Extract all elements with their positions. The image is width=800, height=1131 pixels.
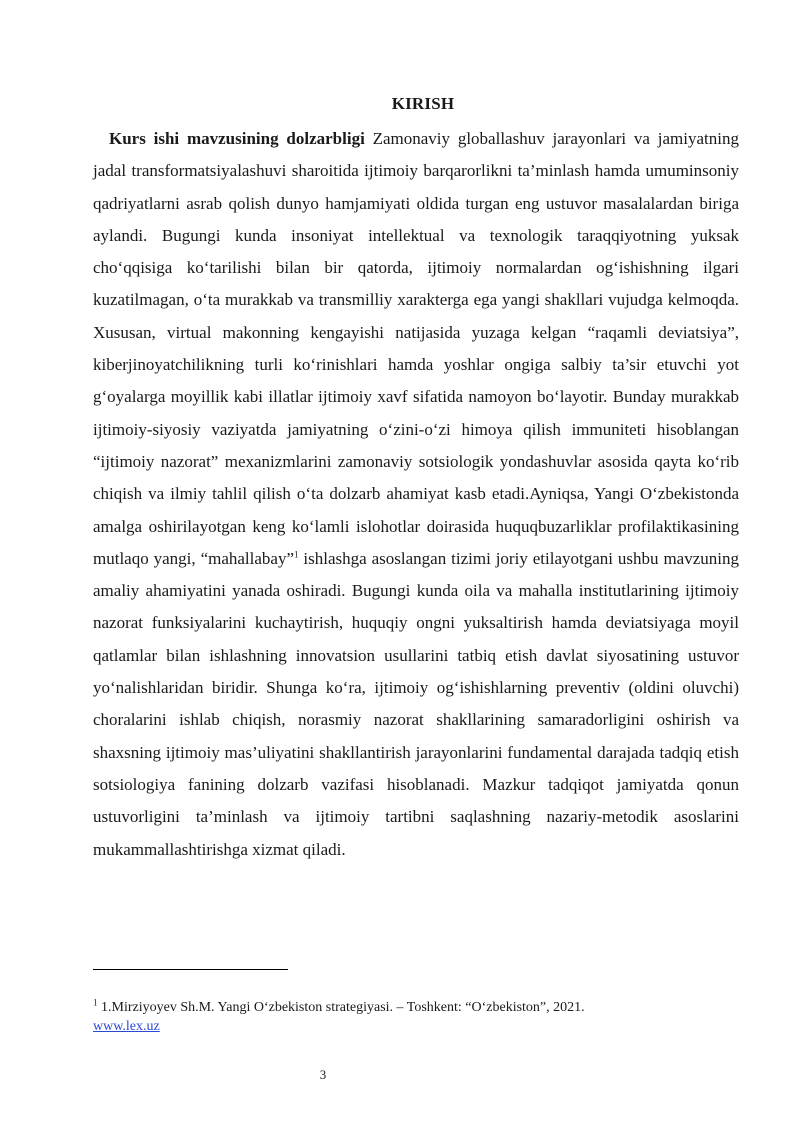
page-number: 3 [319,1067,327,1082]
footnote-text: 1.Mirziyoyev Sh.M. Yangi O‘zbekiston strategiyasi. – Toshkent: “O‘zbekiston”, 2021. [97,1000,585,1015]
paragraph-text-part-2: ishlashga asoslangan tizimi joriy etilayotgani ushbu mavzuning amaliy ahamiyatini yanada oshiradi. Bugungi kunda oila va mahalla institutlarining ijtimoiy nazorat funksiyalarini kuchaytirish, huquqiy ongni yuksaltirish hamda deviatsiyaga moyil qatlamlar bilan ishlashning innovatsion usullarini tatbiq etish davlat siyosatining ustuvor yo‘nalishlaridan biridir. Shunga ko‘ra, ijtimoiy og‘ishishlarning preventiv (oldini oluvchi) choralarini ishlab chiqish, norasmiy nazorat shakllarining samaradorligini oshirish va shaxsning ijtimoiy mas’uliyatini shakllantirish jarayonlarini fundamental darajada tadqiq etish sotsiologiya fanining dolzarb vazifasi hisoblanadi. Mazkur tadqiqot jamiyatda qonun ustuvorligini ta’minlash va ijtimoiy tartibni saqlashning nazariy-metodik asoslarini mukammallashtirishga xizmat qiladi. [93,548,739,859]
section-heading: KIRISH [391,94,455,113]
footnote-link[interactable]: www.lex.uz [93,1019,160,1034]
footnote-separator [93,969,288,970]
footnote-reference[interactable]: 1 [294,549,299,560]
paragraph-text-part-1: Zamonaviy globallashuv jarayonlari va jamiyatning jadal transformatsiyalashuvi sharoitida ijtimoiy barqarorlikni ta’minlash hamda umuminsoniy qadriyatlarni asrab qolish dunyo hamjamiyati oldida turgan eng ustuvor masalalardan biriga aylandi. Bugungi kunda insoniyat intellektual va texnologik taraqqiyotning yuksak cho‘qqisiga ko‘tarilishi bilan bir qatorda, ijtimoiy normalardan og‘ishishning ilgari kuzatilmagan, o‘ta murakkab va transmilliy xarakterga ega yangi shakllari vujudga kelmoqda. Xususan, virtual makonning kengayishi natijasida yuzaga kelgan “raqamli deviatsiya”, kiberjinoyatchilikning turli ko‘rinishlari hamda yoshlar ongiga salbiy ta’sir etuvchi yot g‘oyalarga moyillik kabi illatlar ijtimoiy xavf sifatida namoyon bo‘layotir. Bunday murakkab ijtimoiy-siyosiy vaziyatda jamiyatning o‘zini-o‘zi himoya qilish immuniteti hisoblangan “ijtimoiy nazorat” mexanizmlarini zamonaviy sotsiologik yondashuvlar asosida qayta ko‘rib chiqish va ilmiy tahlil qilish o‘ta dolzarb ahamiyat kasb etadi.Ayniqsa, Yangi O‘zbekistonda amalga oshirilayotgan keng ko‘lamli islohotlar doirasida huquqbuzarliklar profilaktikasining mutlaqo yangi, “mahallabay” [93,129,739,568]
relevance-lead: Kurs ishi mavzusining dolzarbligi [109,129,365,148]
intro-paragraph [93,123,739,866]
footnote-marker: 1 [93,997,98,1008]
footnote [93,998,739,1036]
